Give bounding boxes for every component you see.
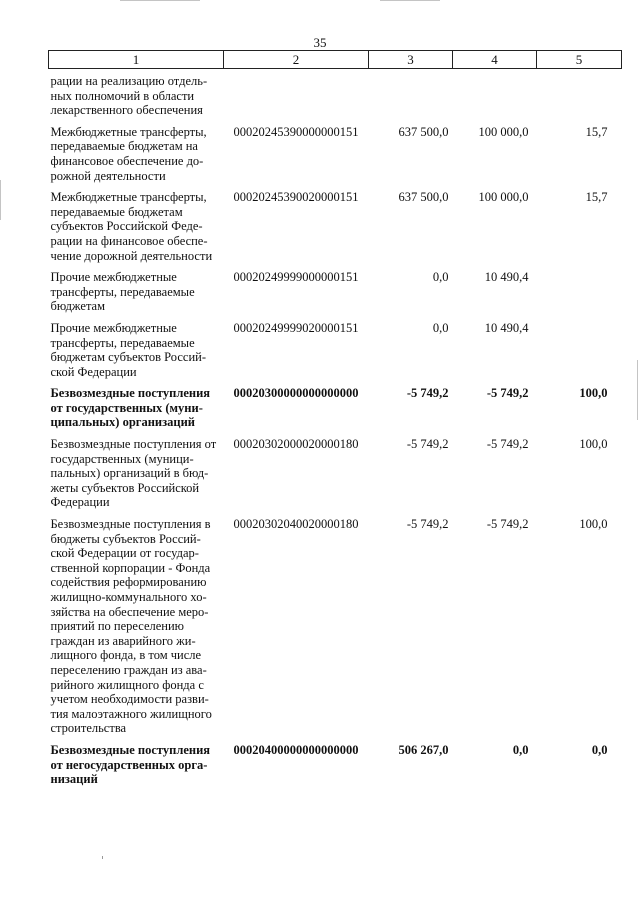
row-col4: 100 000,0 [478,190,529,205]
budget-table [48,50,622,787]
row-col5 [537,69,622,118]
scan-edge-mark-top-right [380,0,440,1]
row-col3: -5 749,2 [406,437,449,452]
header-row [49,51,622,69]
row-name: Межбюджетные трансферты, передаваемые бюджетам субъектов Российской Феде-рации на финансовое обеспе-чение дорожной деятельности [50,190,213,263]
table-row [49,314,622,379]
row-col5: 100,0 [579,517,608,532]
row-code: 00020300000000000000 [233,386,359,401]
row-name: Прочие межбюджетные трансферты, передаваемые бюджетам субъектов Россий-ской Федерации [50,320,206,379]
row-name: Безвозмездные поступления от негосударственных орга-низаций [50,742,211,787]
scan-edge-mark-right [637,360,638,420]
table-row [49,263,622,314]
scan-edge-mark-top-left [120,0,200,1]
row-col5: 15,7 [585,124,608,139]
table-row [49,379,622,430]
row-name: Безвозмездные поступления от государственных (муници-пальных) организаций в бюд-жеты субъектов Российской Федерации [50,437,217,510]
header-col-1: 1 [49,51,224,69]
row-code: 00020245390020000151 [233,190,359,205]
table-row [49,69,622,118]
table-row [49,430,622,510]
row-col3: 0,0 [432,320,449,335]
row-name: рации на реализацию отдель-ных полномочий в области лекарственного обеспечения [50,74,208,118]
row-code: 00020249999000000151 [233,270,359,285]
header-col-4: 4 [453,51,537,69]
row-name: Безвозмездные поступления в бюджеты субъектов Россий-ской Федерации от государ-ственной корпорации - Фонда содействия реформированию жилищно-коммунального хо-зяйства на обеспечение меро-приятий по переселению граждан из аварийного жи-лищного фонда, в том числе переселению граждан из ава-рийного жилищного фонда с учетом необходимости разви-тия малоэтажного жилищного строительства [50,517,212,736]
row-col5 [537,263,622,314]
row-name: Безвозмездные поступления от государственных (муни-ципальных) организаций [50,386,211,430]
row-col3: -5 749,2 [406,386,449,401]
row-col5: 0,0 [591,742,608,757]
row-col4: 10 490,4 [484,320,529,335]
header-col-2: 2 [224,51,369,69]
row-code: 00020302000020000180 [233,437,359,452]
row-code: 00020245390000000151 [233,124,359,139]
row-col5 [537,314,622,379]
table-row [49,183,622,263]
row-col4: -5 749,2 [486,386,529,401]
row-col5: 100,0 [579,437,608,452]
row-col3: 0,0 [432,270,449,285]
row-col5: 15,7 [585,190,608,205]
row-code: 00020400000000000000 [233,742,359,757]
row-col3: 506 267,0 [398,742,449,757]
row-col3: -5 749,2 [406,517,449,532]
row-col4: 0,0 [512,742,529,757]
row-name: Прочие межбюджетные трансферты, передаваемые бюджетам [50,270,195,314]
row-code: 00020249999020000151 [233,320,359,335]
table-row [49,510,622,736]
table-body [49,69,622,787]
row-name: Межбюджетные трансферты, передаваемые бюджетам на финансовое обеспечение до-рожной деятельности [50,124,207,183]
row-col4 [453,69,537,118]
row-col3: 637 500,0 [398,124,449,139]
row-col4: 10 490,4 [484,270,529,285]
row-code: 00020302040020000180 [233,517,359,532]
table-row [49,736,622,787]
header-col-5: 5 [537,51,622,69]
page-number: 35 [313,35,327,50]
row-col3 [369,69,453,118]
row-col5: 100,0 [579,386,608,401]
row-code [224,69,369,118]
table-header [49,51,622,69]
scan-edge-mark-left [0,180,1,220]
row-col4: -5 749,2 [486,437,529,452]
scan-dot [102,856,103,859]
row-col3: 637 500,0 [398,190,449,205]
table-row [49,118,622,183]
row-col4: -5 749,2 [486,517,529,532]
row-col4: 100 000,0 [478,124,529,139]
header-col-3: 3 [369,51,453,69]
